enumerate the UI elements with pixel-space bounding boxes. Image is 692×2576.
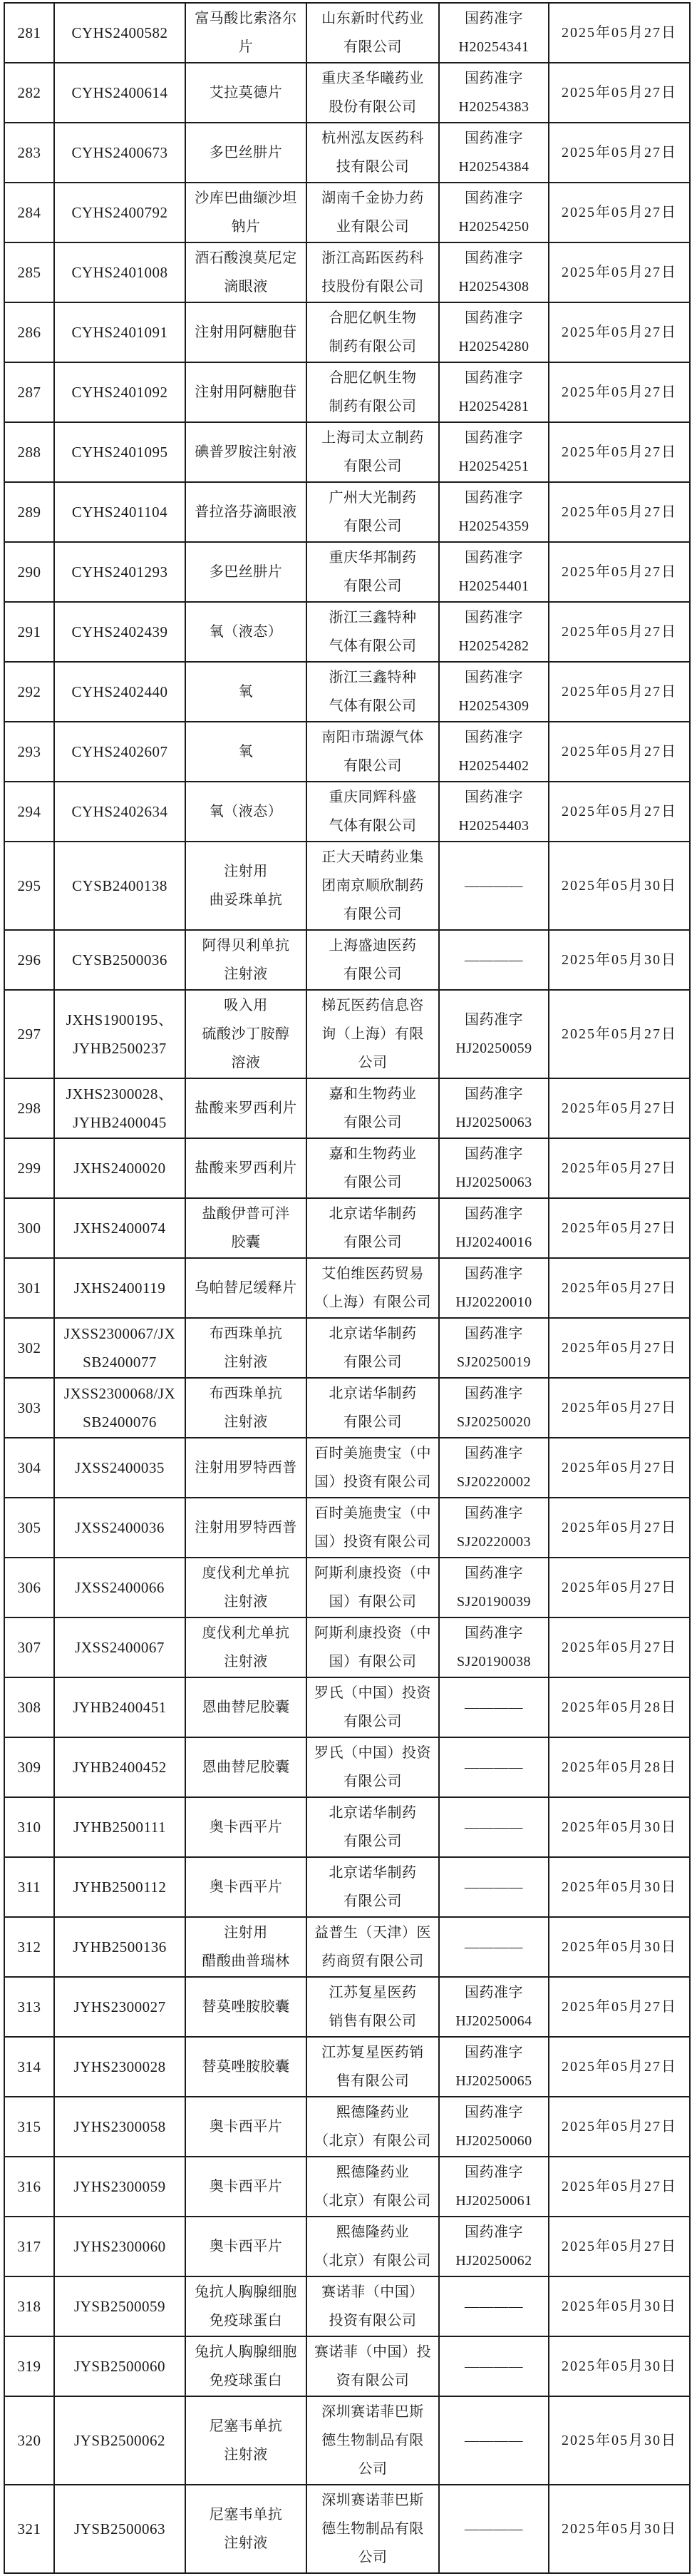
approval-number: 国药准字 H20254384	[439, 123, 549, 183]
table-row	[4, 1797, 690, 1857]
acceptance-number: CYHS2400614	[54, 63, 185, 123]
approval-number: 国药准字 HJ20240016	[439, 1198, 549, 1258]
approval-number: 国药准字 H20254401	[439, 542, 549, 602]
row-index: 307	[4, 1617, 54, 1677]
approval-date: 2025年05月27日	[549, 2217, 690, 2276]
approval-number: 国药准字 SJ20220003	[439, 1498, 549, 1558]
drug-name: 碘普罗胺注射液	[185, 422, 306, 482]
company-name: 阿斯利康投资（中 国）有限公司	[306, 1617, 439, 1677]
drug-name: 奥卡西平片	[185, 1797, 306, 1857]
company-name: 湖南千金协力药 业有限公司	[306, 183, 439, 242]
acceptance-number: JXHS2400020	[54, 1138, 185, 1198]
company-name: 北京诺华制药 有限公司	[306, 1318, 439, 1378]
table-row	[4, 990, 690, 1078]
company-name: 山东新时代药业 有限公司	[306, 3, 439, 63]
drug-name: 布西珠单抗 注射液	[185, 1318, 306, 1378]
row-index: 309	[4, 1737, 54, 1797]
row-index: 311	[4, 1857, 54, 1917]
row-index: 318	[4, 2276, 54, 2336]
drug-name: 替莫唑胺胶囊	[185, 1977, 306, 2037]
row-index: 283	[4, 123, 54, 183]
company-name: 阿斯利康投资（中 国）有限公司	[306, 1558, 439, 1617]
acceptance-number: CYHS2401293	[54, 542, 185, 602]
approval-date: 2025年05月27日	[549, 1438, 690, 1498]
approval-number: 国药准字 H20254341	[439, 3, 549, 63]
row-index: 305	[4, 1498, 54, 1558]
approval-date: 2025年05月27日	[549, 990, 690, 1078]
approval-date: 2025年05月28日	[549, 1677, 690, 1737]
acceptance-number: JYHB2500136	[54, 1917, 185, 1977]
company-name: 深圳赛诺菲巴斯 德生物制品有限 公司	[306, 2485, 439, 2573]
row-index: 290	[4, 542, 54, 602]
approval-date: 2025年05月27日	[549, 2097, 690, 2157]
company-name: 罗氏（中国）投资 有限公司	[306, 1677, 439, 1737]
approval-date: 2025年05月27日	[549, 3, 690, 63]
table-row	[4, 183, 690, 242]
company-name: 北京诺华制药 有限公司	[306, 1857, 439, 1917]
approval-number: 国药准字 HJ20250063	[439, 1078, 549, 1138]
approval-number: 国药准字 H20254359	[439, 482, 549, 542]
company-name: 北京诺华制药 有限公司	[306, 1797, 439, 1857]
acceptance-number: CYHS2400673	[54, 123, 185, 183]
company-name: 南阳市瑞源气体 有限公司	[306, 722, 439, 782]
approval-date: 2025年05月27日	[549, 482, 690, 542]
row-index: 302	[4, 1318, 54, 1378]
approval-date: 2025年05月27日	[549, 1318, 690, 1378]
approval-date: 2025年05月27日	[549, 542, 690, 602]
row-index: 314	[4, 2037, 54, 2097]
row-index: 287	[4, 362, 54, 422]
drug-name: 注射用罗特西普	[185, 1498, 306, 1558]
row-index: 301	[4, 1258, 54, 1318]
row-index: 293	[4, 722, 54, 782]
approval-date: 2025年05月27日	[549, 1138, 690, 1198]
table-row	[4, 722, 690, 782]
approval-number: ————	[439, 1677, 549, 1737]
company-name: 熙德隆药业 （北京）有限公司	[306, 2157, 439, 2217]
company-name: 百时美施贵宝（中 国）投资有限公司	[306, 1438, 439, 1498]
acceptance-number: JYHB2400451	[54, 1677, 185, 1737]
company-name: 浙江三鑫特种 气体有限公司	[306, 662, 439, 722]
row-index: 316	[4, 2157, 54, 2217]
approval-number: 国药准字 H20254250	[439, 183, 549, 242]
table-row	[4, 1138, 690, 1198]
approval-number: 国药准字 H20254308	[439, 242, 549, 302]
table-row	[4, 2336, 690, 2396]
approval-date: 2025年05月27日	[549, 63, 690, 123]
row-index: 288	[4, 422, 54, 482]
drug-name: 沙库巴曲缬沙坦 钠片	[185, 183, 306, 242]
acceptance-number: CYSB2400138	[54, 842, 185, 930]
row-index: 310	[4, 1797, 54, 1857]
row-index: 297	[4, 990, 54, 1078]
row-index: 292	[4, 662, 54, 722]
drug-name: 氧（液态）	[185, 782, 306, 842]
approval-date: 2025年05月30日	[549, 2336, 690, 2396]
company-name: 赛诺菲（中国）投 资有限公司	[306, 2336, 439, 2396]
approval-number: 国药准字 H20254403	[439, 782, 549, 842]
approval-date: 2025年05月27日	[549, 2037, 690, 2097]
acceptance-number: CYHS2402440	[54, 662, 185, 722]
table-row	[4, 63, 690, 123]
drug-name: 注射用 醋酸曲普瑞林	[185, 1917, 306, 1977]
table-row	[4, 482, 690, 542]
acceptance-number: CYHS2401092	[54, 362, 185, 422]
table-body	[4, 3, 690, 2573]
approval-date: 2025年05月27日	[549, 1558, 690, 1617]
company-name: 重庆圣华曦药业 股份有限公司	[306, 63, 439, 123]
acceptance-number: JXSS2300068/JX SB2400076	[54, 1378, 185, 1438]
approval-number: 国药准字 H20254383	[439, 63, 549, 123]
table-row	[4, 602, 690, 662]
row-index: 299	[4, 1138, 54, 1198]
row-index: 303	[4, 1378, 54, 1438]
approval-date: 2025年05月27日	[549, 123, 690, 183]
approval-number: ————	[439, 930, 549, 990]
acceptance-number: CYHS2400792	[54, 183, 185, 242]
table-row	[4, 2485, 690, 2573]
approval-number: ————	[439, 2336, 549, 2396]
table-row	[4, 1318, 690, 1378]
table-row	[4, 362, 690, 422]
drug-name: 酒石酸溴莫尼定 滴眼液	[185, 242, 306, 302]
company-name: 合肥亿帆生物 制药有限公司	[306, 362, 439, 422]
approval-number: ————	[439, 842, 549, 930]
approval-date: 2025年05月30日	[549, 2396, 690, 2485]
drug-approval-table	[4, 2, 691, 2574]
approval-number: 国药准字 HJ20250065	[439, 2037, 549, 2097]
approval-date: 2025年05月27日	[549, 183, 690, 242]
company-name: 熙德隆药业 （北京）有限公司	[306, 2097, 439, 2157]
approval-number: 国药准字 SJ20220002	[439, 1438, 549, 1498]
table-row	[4, 782, 690, 842]
approval-number: 国药准字 H20254402	[439, 722, 549, 782]
row-index: 306	[4, 1558, 54, 1617]
approval-date: 2025年05月28日	[549, 1737, 690, 1797]
company-name: 浙江三鑫特种 气体有限公司	[306, 602, 439, 662]
drug-name: 氧	[185, 662, 306, 722]
approval-number: 国药准字 HJ20250061	[439, 2157, 549, 2217]
table-row	[4, 2217, 690, 2276]
approval-number: 国药准字 SJ20190039	[439, 1558, 549, 1617]
table-row	[4, 1617, 690, 1677]
drug-name: 注射用 曲妥珠单抗	[185, 842, 306, 930]
drug-name: 普拉洛芬滴眼液	[185, 482, 306, 542]
row-index: 296	[4, 930, 54, 990]
acceptance-number: JXHS2400119	[54, 1258, 185, 1318]
approval-number: 国药准字 HJ20250059	[439, 990, 549, 1078]
company-name: 江苏复星医药销 售有限公司	[306, 2037, 439, 2097]
approval-number: ————	[439, 1917, 549, 1977]
company-name: 百时美施贵宝（中 国）投资有限公司	[306, 1498, 439, 1558]
approval-date: 2025年05月27日	[549, 1258, 690, 1318]
approval-date: 2025年05月27日	[549, 362, 690, 422]
approval-date: 2025年05月27日	[549, 1198, 690, 1258]
row-index: 315	[4, 2097, 54, 2157]
drug-name: 奥卡西平片	[185, 1857, 306, 1917]
drug-name: 奥卡西平片	[185, 2097, 306, 2157]
approval-date: 2025年05月27日	[549, 782, 690, 842]
table-row	[4, 123, 690, 183]
drug-name: 注射用罗特西普	[185, 1438, 306, 1498]
acceptance-number: JYHB2500111	[54, 1797, 185, 1857]
approval-date: 2025年05月30日	[549, 2276, 690, 2336]
drug-name: 乌帕替尼缓释片	[185, 1258, 306, 1318]
company-name: 益普生（天津）医 药商贸有限公司	[306, 1917, 439, 1977]
acceptance-number: JXSS2400035	[54, 1438, 185, 1498]
approval-date: 2025年05月27日	[549, 1078, 690, 1138]
approval-number: 国药准字 SJ20250020	[439, 1378, 549, 1438]
table-row	[4, 3, 690, 63]
row-index: 291	[4, 602, 54, 662]
approval-number: 国药准字 H20254251	[439, 422, 549, 482]
row-index: 285	[4, 242, 54, 302]
acceptance-number: JYHB2400452	[54, 1737, 185, 1797]
approval-date: 2025年05月27日	[549, 1378, 690, 1438]
table-row	[4, 1198, 690, 1258]
approval-number: 国药准字 H20254309	[439, 662, 549, 722]
acceptance-number: JYSB2500059	[54, 2276, 185, 2336]
company-name: 江苏复星医药 销售有限公司	[306, 1977, 439, 2037]
acceptance-number: CYSB2500036	[54, 930, 185, 990]
company-name: 上海盛迪医药 有限公司	[306, 930, 439, 990]
table-row	[4, 2157, 690, 2217]
acceptance-number: JYSB2500062	[54, 2396, 185, 2485]
acceptance-number: JYHS2300058	[54, 2097, 185, 2157]
acceptance-number: JYHS2300027	[54, 1977, 185, 2037]
company-name: 广州大光制药 有限公司	[306, 482, 439, 542]
approval-date: 2025年05月30日	[549, 2485, 690, 2573]
approval-date: 2025年05月30日	[549, 1857, 690, 1917]
row-index: 300	[4, 1198, 54, 1258]
acceptance-number: JXSS2400067	[54, 1617, 185, 1677]
drug-name: 度伐利尤单抗 注射液	[185, 1558, 306, 1617]
table-row	[4, 1378, 690, 1438]
acceptance-number: CYHS2400582	[54, 3, 185, 63]
acceptance-number: CYHS2402439	[54, 602, 185, 662]
drug-name: 奥卡西平片	[185, 2217, 306, 2276]
table-row	[4, 662, 690, 722]
drug-name: 替莫唑胺胶囊	[185, 2037, 306, 2097]
row-index: 321	[4, 2485, 54, 2573]
row-index: 319	[4, 2336, 54, 2396]
table-row	[4, 1917, 690, 1977]
approval-number: ————	[439, 1737, 549, 1797]
row-index: 286	[4, 302, 54, 362]
table-row	[4, 422, 690, 482]
drug-name: 盐酸伊普可泮 胶囊	[185, 1198, 306, 1258]
table-row	[4, 1498, 690, 1558]
drug-name: 多巴丝肼片	[185, 542, 306, 602]
approval-date: 2025年05月27日	[549, 242, 690, 302]
drug-name: 氧	[185, 722, 306, 782]
drug-name: 兔抗人胸腺细胞 免疫球蛋白	[185, 2336, 306, 2396]
approval-number: 国药准字 HJ20220010	[439, 1258, 549, 1318]
drug-name: 兔抗人胸腺细胞 免疫球蛋白	[185, 2276, 306, 2336]
approval-date: 2025年05月27日	[549, 662, 690, 722]
drug-name: 恩曲替尼胶囊	[185, 1737, 306, 1797]
row-index: 281	[4, 3, 54, 63]
acceptance-number: CYHS2401091	[54, 302, 185, 362]
approval-number: 国药准字 HJ20250063	[439, 1138, 549, 1198]
approval-number: 国药准字 HJ20250062	[439, 2217, 549, 2276]
approval-date: 2025年05月30日	[549, 1797, 690, 1857]
company-name: 北京诺华制药 有限公司	[306, 1198, 439, 1258]
approval-date: 2025年05月30日	[549, 930, 690, 990]
row-index: 284	[4, 183, 54, 242]
acceptance-number: JYHS2300060	[54, 2217, 185, 2276]
company-name: 深圳赛诺菲巴斯 德生物制品有限 公司	[306, 2396, 439, 2485]
acceptance-number: CYHS2401104	[54, 482, 185, 542]
acceptance-number: CYHS2402634	[54, 782, 185, 842]
approval-date: 2025年05月27日	[549, 1617, 690, 1677]
approval-number: ————	[439, 1797, 549, 1857]
row-index: 317	[4, 2217, 54, 2276]
company-name: 上海司太立制药 有限公司	[306, 422, 439, 482]
drug-name: 富马酸比索洛尔 片	[185, 3, 306, 63]
row-index: 304	[4, 1438, 54, 1498]
company-name: 罗氏（中国）投资 有限公司	[306, 1737, 439, 1797]
row-index: 320	[4, 2396, 54, 2485]
acceptance-number: JYHS2300059	[54, 2157, 185, 2217]
company-name: 正大天晴药业集 团南京顺欣制药 有限公司	[306, 842, 439, 930]
acceptance-number: JXHS2300028、 JYHB2400045	[54, 1078, 185, 1138]
acceptance-number: JXSS2400036	[54, 1498, 185, 1558]
approval-number: ————	[439, 1857, 549, 1917]
drug-name: 布西珠单抗 注射液	[185, 1378, 306, 1438]
company-name: 合肥亿帆生物 制药有限公司	[306, 302, 439, 362]
drug-name: 注射用阿糖胞苷	[185, 362, 306, 422]
drug-name: 盐酸来罗西利片	[185, 1078, 306, 1138]
table-row	[4, 2396, 690, 2485]
company-name: 熙德隆药业 （北京）有限公司	[306, 2217, 439, 2276]
table-row	[4, 1677, 690, 1737]
company-name: 赛诺菲（中国） 投资有限公司	[306, 2276, 439, 2336]
row-index: 312	[4, 1917, 54, 1977]
drug-name: 盐酸来罗西利片	[185, 1138, 306, 1198]
drug-name: 尼塞韦单抗 注射液	[185, 2485, 306, 2573]
drug-name: 氧（液态）	[185, 602, 306, 662]
approval-number: 国药准字 HJ20250064	[439, 1977, 549, 2037]
acceptance-number: JXHS2400074	[54, 1198, 185, 1258]
company-name: 艾伯维医药贸易 （上海）有限公司	[306, 1258, 439, 1318]
row-index: 282	[4, 63, 54, 123]
approval-date: 2025年05月27日	[549, 722, 690, 782]
acceptance-number: JXSS2300067/JX SB2400077	[54, 1318, 185, 1378]
approval-number: 国药准字 HJ20250060	[439, 2097, 549, 2157]
approval-number: ————	[439, 2485, 549, 2573]
table-row	[4, 1078, 690, 1138]
table-row	[4, 1737, 690, 1797]
company-name: 嘉和生物药业 有限公司	[306, 1138, 439, 1198]
approval-number: 国药准字 SJ20190038	[439, 1617, 549, 1677]
company-name: 梯瓦医药信息咨 询（上海）有限 公司	[306, 990, 439, 1078]
acceptance-number: JYHB2500112	[54, 1857, 185, 1917]
table-row	[4, 1977, 690, 2037]
row-index: 308	[4, 1677, 54, 1737]
company-name: 重庆同辉科盛 气体有限公司	[306, 782, 439, 842]
table-row	[4, 1558, 690, 1617]
approval-date: 2025年05月27日	[549, 602, 690, 662]
row-index: 295	[4, 842, 54, 930]
acceptance-number: JYHS2300028	[54, 2037, 185, 2097]
drug-name: 注射用阿糖胞苷	[185, 302, 306, 362]
table-row	[4, 1857, 690, 1917]
drug-name: 阿得贝利单抗 注射液	[185, 930, 306, 990]
table-row	[4, 2276, 690, 2336]
acceptance-number: CYHS2402607	[54, 722, 185, 782]
drug-name: 尼塞韦单抗 注射液	[185, 2396, 306, 2485]
approval-date: 2025年05月27日	[549, 1977, 690, 2037]
table-row	[4, 1438, 690, 1498]
table-row	[4, 2037, 690, 2097]
drug-name: 度伐利尤单抗 注射液	[185, 1617, 306, 1677]
company-name: 北京诺华制药 有限公司	[306, 1378, 439, 1438]
table-row	[4, 930, 690, 990]
approval-date: 2025年05月27日	[549, 422, 690, 482]
company-name: 重庆华邦制药 有限公司	[306, 542, 439, 602]
table-row	[4, 1258, 690, 1318]
approval-number: 国药准字 SJ20250019	[439, 1318, 549, 1378]
table-row	[4, 842, 690, 930]
drug-name: 艾拉莫德片	[185, 63, 306, 123]
acceptance-number: CYHS2401008	[54, 242, 185, 302]
approval-number: 国药准字 H20254281	[439, 362, 549, 422]
approval-number: 国药准字 H20254282	[439, 602, 549, 662]
approval-date: 2025年05月30日	[549, 1917, 690, 1977]
approval-date: 2025年05月30日	[549, 842, 690, 930]
row-index: 289	[4, 482, 54, 542]
company-name: 杭州泓友医药科 技有限公司	[306, 123, 439, 183]
row-index: 313	[4, 1977, 54, 2037]
acceptance-number: JXSS2400066	[54, 1558, 185, 1617]
acceptance-number: CYHS2401095	[54, 422, 185, 482]
approval-date: 2025年05月27日	[549, 2157, 690, 2217]
approval-number: 国药准字 H20254280	[439, 302, 549, 362]
acceptance-number: JXHS1900195、 JYHB2500237	[54, 990, 185, 1078]
approval-date: 2025年05月27日	[549, 1498, 690, 1558]
table-row	[4, 2097, 690, 2157]
acceptance-number: JYSB2500060	[54, 2336, 185, 2396]
drug-name: 恩曲替尼胶囊	[185, 1677, 306, 1737]
approval-number: ————	[439, 2396, 549, 2485]
company-name: 浙江高跖医药科 技股份有限公司	[306, 242, 439, 302]
approval-date: 2025年05月27日	[549, 302, 690, 362]
approval-number: ————	[439, 2276, 549, 2336]
acceptance-number: JYSB2500063	[54, 2485, 185, 2573]
drug-name: 奥卡西平片	[185, 2157, 306, 2217]
table-row	[4, 242, 690, 302]
company-name: 嘉和生物药业 有限公司	[306, 1078, 439, 1138]
drug-name: 多巴丝肼片	[185, 123, 306, 183]
row-index: 294	[4, 782, 54, 842]
table-row	[4, 542, 690, 602]
table-row	[4, 302, 690, 362]
row-index: 298	[4, 1078, 54, 1138]
drug-name: 吸入用 硫酸沙丁胺醇 溶液	[185, 990, 306, 1078]
